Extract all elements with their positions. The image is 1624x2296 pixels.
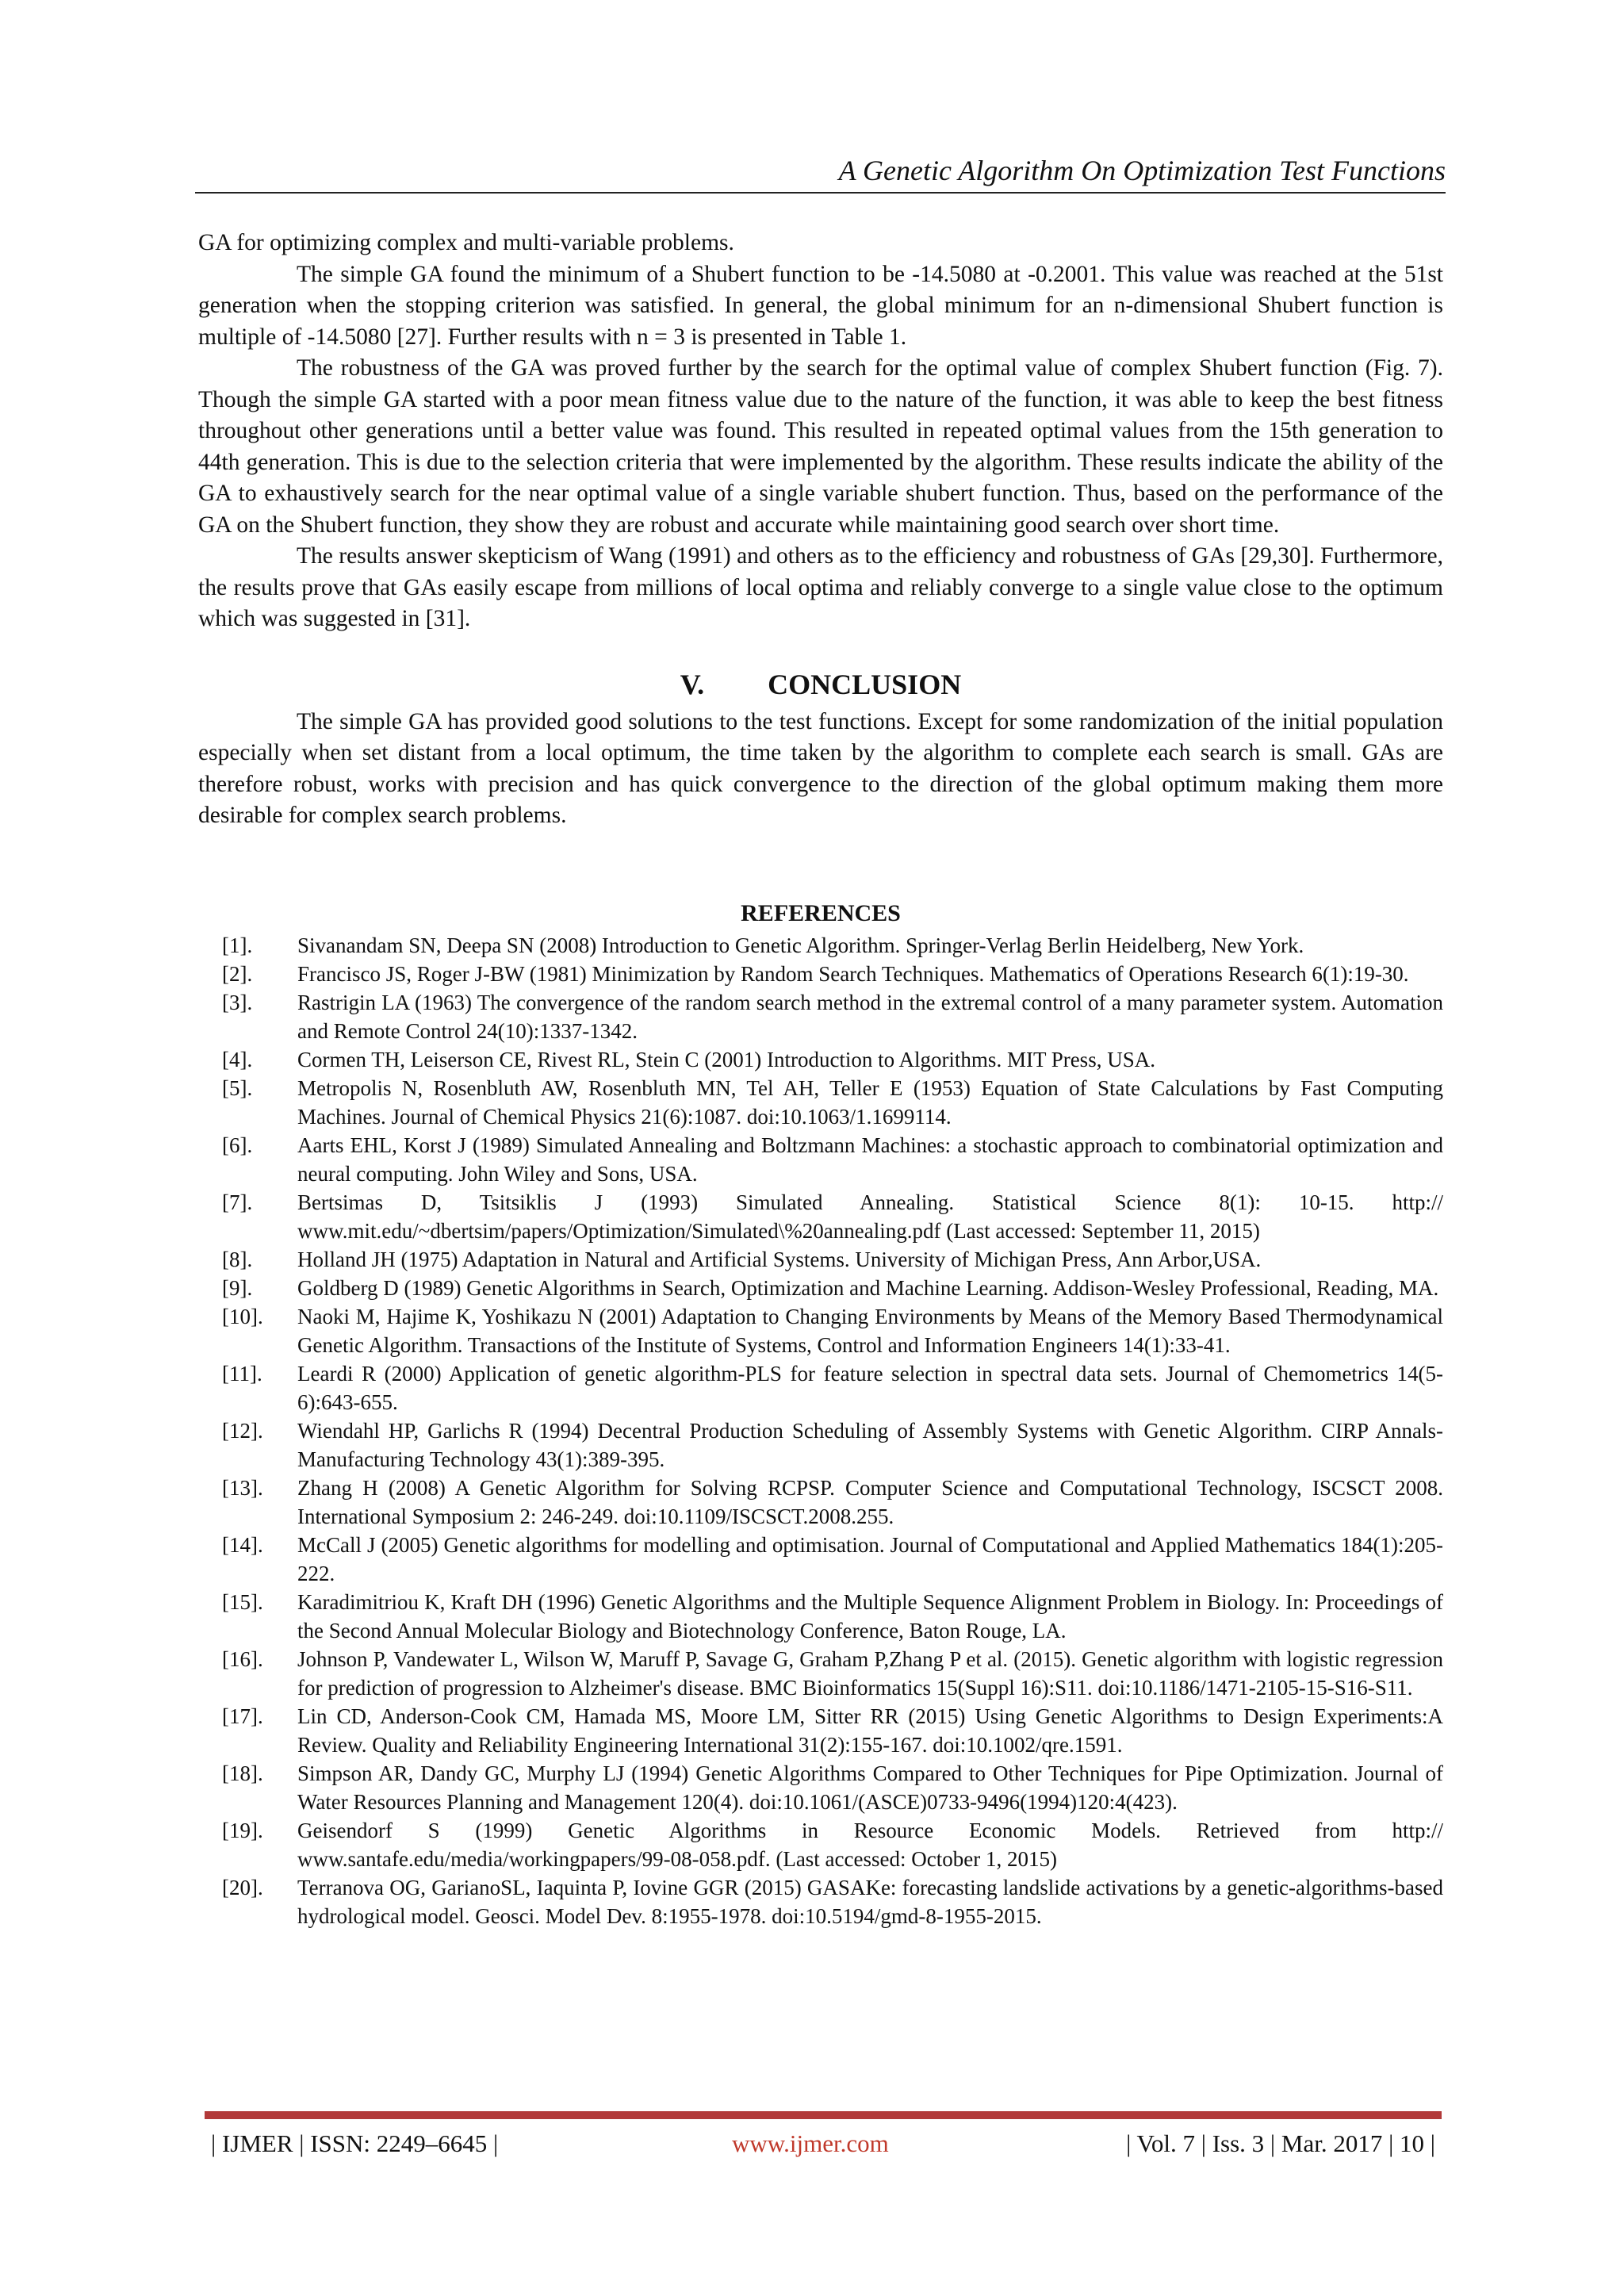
reference-item	[198, 1359, 1443, 1416]
reference-text: Francisco JS, Roger J-BW (1981) Minimization by Random Search Techniques. Mathematics of Operations Research 6(1):19-30.	[297, 962, 1409, 986]
reference-number: [9].	[222, 1276, 253, 1300]
reference-item	[198, 1531, 1443, 1588]
references-list	[198, 931, 1443, 1930]
reference-number: [1].	[222, 933, 253, 957]
paragraph: The results answer skepticism of Wang (1991) and others as to the efficiency and robustness of GAs [29,30]. Furthermore, the results prove that GAs easily escape from millions of local optima and reliably converge to a single value close to the optimum which was suggested in [31].	[198, 543, 1443, 631]
paragraph: The simple GA found the minimum of a Shubert function to be -14.5080 at -0.2001. This value was reached at the 51st generation when the stopping criterion was satisfied. In general, the global minimum for an n-dimensional Shubert function is multiple of -14.5080 [27]. Further results with n = 3 is presented in Table 1.	[198, 261, 1443, 350]
reference-text: Aarts EHL, Korst J (1989) Simulated Annealing and Boltzmann Machines: a stochastic approach to combinatorial optimization and neural computing. John Wiley and Sons, USA.	[297, 1133, 1443, 1186]
reference-number: [18].	[222, 1761, 263, 1785]
reference-text: Lin CD, Anderson-Cook CM, Hamada MS, Moore LM, Sitter RR (2015) Using Genetic Algorithms to Design Experiments:A Review. Quality and Reliability Engineering International 31(2):155-167. doi:10.1002/qre.1591.	[297, 1704, 1443, 1757]
reference-text: Bertsimas D, Tsitsiklis J (1993) Simulated Annealing. Statistical Science 8(1): 10-15. http:// www.mit.edu/~dbertsim/papers/Optimization/Simulated\%20annealing.pdf (Last accessed: September 11, 2015)	[297, 1190, 1443, 1243]
reference-item	[198, 1816, 1443, 1873]
reference-item	[198, 1588, 1443, 1645]
reference-item	[198, 1302, 1443, 1359]
reference-number: [14].	[222, 1533, 263, 1557]
reference-item	[198, 1702, 1443, 1759]
reference-number: [4].	[222, 1048, 253, 1071]
reference-text: Goldberg D (1989) Genetic Algorithms in Search, Optimization and Machine Learning. Addison-Wesley Professional, Reading, MA.	[297, 1276, 1439, 1300]
reference-number: [16].	[222, 1647, 263, 1671]
running-header	[195, 152, 1446, 194]
reference-number: [13].	[222, 1476, 263, 1500]
paragraph: GA for optimizing complex and multi-variable problems.	[198, 230, 734, 255]
reference-text: Wiendahl HP, Garlichs R (1994) Decentral Production Scheduling of Assembly Systems with Genetic Algorithm. CIRP Annals-Manufacturing Technology 43(1):389-395.	[297, 1419, 1443, 1471]
reference-number: [17].	[222, 1704, 263, 1728]
reference-item	[198, 1274, 1443, 1302]
reference-number: [15].	[222, 1590, 263, 1614]
reference-number: [6].	[222, 1133, 253, 1157]
reference-text: Cormen TH, Leiserson CE, Rivest RL, Stein C (2001) Introduction to Algorithms. MIT Press, USA.	[297, 1048, 1155, 1071]
reference-number: [10].	[222, 1305, 263, 1328]
reference-text: Metropolis N, Rosenbluth AW, Rosenbluth MN, Tel AH, Teller E (1953) Equation of State Calculations by Fast Computing Machines. Journal of Chemical Physics 21(6):1087. doi:10.1063/1.1699114.	[297, 1076, 1443, 1129]
body-text	[198, 228, 1443, 832]
reference-item	[198, 1873, 1443, 1930]
reference-text: Johnson P, Vandewater L, Wilson W, Maruff P, Savage G, Graham P,Zhang P et al. (2015). Genetic algorithm with logistic regression for prediction of progression to Alzheimer's disease. BMC Bioinformatics 15(Suppl 16):S11. doi:10.1186/1471-2105-15-S16-S11.	[297, 1647, 1443, 1700]
reference-number: [12].	[222, 1419, 263, 1443]
reference-text: Karadimitriou K, Kraft DH (1996) Genetic Algorithms and the Multiple Sequence Alignment Problem in Biology. In: Proceedings of the Second Annual Molecular Biology and Biotechnology Conference, Baton Rouge, LA.	[297, 1590, 1443, 1642]
reference-number: [3].	[222, 991, 253, 1014]
reference-text: Leardi R (2000) Application of genetic algorithm-PLS for feature selection in spectral data sets. Journal of Chemometrics 14(5-6):643-655.	[297, 1362, 1443, 1414]
reference-item	[198, 931, 1443, 960]
reference-text: Simpson AR, Dandy GC, Murphy LJ (1994) Genetic Algorithms Compared to Other Techniques for Pipe Optimization. Journal of Water Resources Planning and Management 120(4). doi:10.1061/(ASCE)0733-9496(1994)120:4(423).	[297, 1761, 1443, 1814]
page-footer	[205, 2129, 1442, 2161]
references-heading: REFERENCES	[741, 900, 901, 926]
reference-item	[198, 1131, 1443, 1188]
reference-item	[198, 1474, 1443, 1531]
reference-item	[198, 1074, 1443, 1131]
section-heading-conclusion	[198, 669, 1443, 700]
reference-text: Naoki M, Hajime K, Yoshikazu N (2001) Adaptation to Changing Environments by Means of the Memory Based Thermodynamical Genetic Algorithm. Transactions of the Institute of Systems, Control and Information Engineers 14(1):33-41.	[297, 1305, 1443, 1357]
reference-text: Terranova OG, GarianoSL, Iaquinta P, Iovine GGR (2015) GASAKe: forecasting landslide activations by a genetic-algorithms-based hydrological model. Geosci. Model Dev. 8:1955-1978. doi:10.5194/gmd-8-1955-2015.	[297, 1876, 1443, 1928]
reference-item	[198, 1188, 1443, 1245]
reference-text: Geisendorf S (1999) Genetic Algorithms in Resource Economic Models. Retrieved from http:// www.santafe.edu/media/workingpapers/99-08-058.pdf. (Last accessed: October 1, 2015)	[297, 1819, 1443, 1871]
reference-text: Sivanandam SN, Deepa SN (2008) Introduction to Genetic Algorithm. Springer-Verlag Berlin Heidelberg, New York.	[297, 933, 1304, 957]
reference-item	[198, 988, 1443, 1045]
reference-number: [5].	[222, 1076, 253, 1100]
reference-item	[198, 960, 1443, 988]
references-section	[198, 898, 1443, 1930]
reference-item	[198, 1645, 1443, 1702]
section-title: CONCLUSION	[768, 668, 962, 700]
footer-website-link[interactable]: www.ijmer.com	[732, 2129, 889, 2157]
reference-number: [20].	[222, 1876, 263, 1899]
footer-issue-info: | Vol. 7 | Iss. 3 | Mar. 2017 | 10 |	[1126, 2129, 1435, 2157]
reference-text: Rastrigin LA (1963) The convergence of the random search method in the extremal control of a many parameter system. Automation and Remote Control 24(10):1337-1342.	[297, 991, 1443, 1043]
reference-item	[198, 1416, 1443, 1474]
reference-text: McCall J (2005) Genetic algorithms for modelling and optimisation. Journal of Computational and Applied Mathematics 184(1):205-222.	[297, 1533, 1443, 1585]
reference-number: [2].	[222, 962, 253, 986]
section-number: V.	[680, 668, 705, 700]
reference-number: [7].	[222, 1190, 253, 1214]
reference-text: Holland JH (1975) Adaptation in Natural and Artificial Systems. University of Michigan Press, Ann Arbor,USA.	[297, 1248, 1262, 1271]
reference-item	[198, 1759, 1443, 1816]
footer-journal-info: | IJMER | ISSN: 2249–6645 |	[211, 2129, 499, 2157]
reference-number: [19].	[222, 1819, 263, 1842]
reference-text: Zhang H (2008) A Genetic Algorithm for Solving RCPSP. Computer Science and Computational Technology, ISCSCT 2008. International Symposium 2: 246-249. doi:10.1109/ISCSCT.2008.255.	[297, 1476, 1443, 1528]
reference-item	[198, 1245, 1443, 1274]
footer-divider	[205, 2111, 1442, 2119]
reference-item	[198, 1045, 1443, 1074]
paragraph: The robustness of the GA was proved further by the search for the optimal value of complex Shubert function (Fig. 7). Though the simple GA started with a poor mean fitness value due to the nature of the function, it was able to keep the best fitness throughout other generations until a better value was found. This resulted in repeated optimal values from the 15th generation to 44th generation. This is due to the selection criteria that were implemented by the algorithm. These results indicate the ability of the GA to exhaustively search for the near optimal value of a single variable shubert function. Thus, based on the performance of the GA on the Shubert function, they show they are robust and accurate while maintaining good search over short time.	[198, 355, 1443, 538]
reference-number: [8].	[222, 1248, 253, 1271]
reference-number: [11].	[222, 1362, 262, 1386]
conclusion-paragraph: The simple GA has provided good solutions to the test functions. Except for some randomization of the initial population especially when set distant from a local optimum, the time taken by the algorithm to complete each search is small. GAs are therefore robust, works with precision and has quick convergence to the direction of the global optimum making them more desirable for complex search problems.	[198, 708, 1443, 828]
header-title: A Genetic Algorithm On Optimization Test Functions	[838, 155, 1446, 186]
